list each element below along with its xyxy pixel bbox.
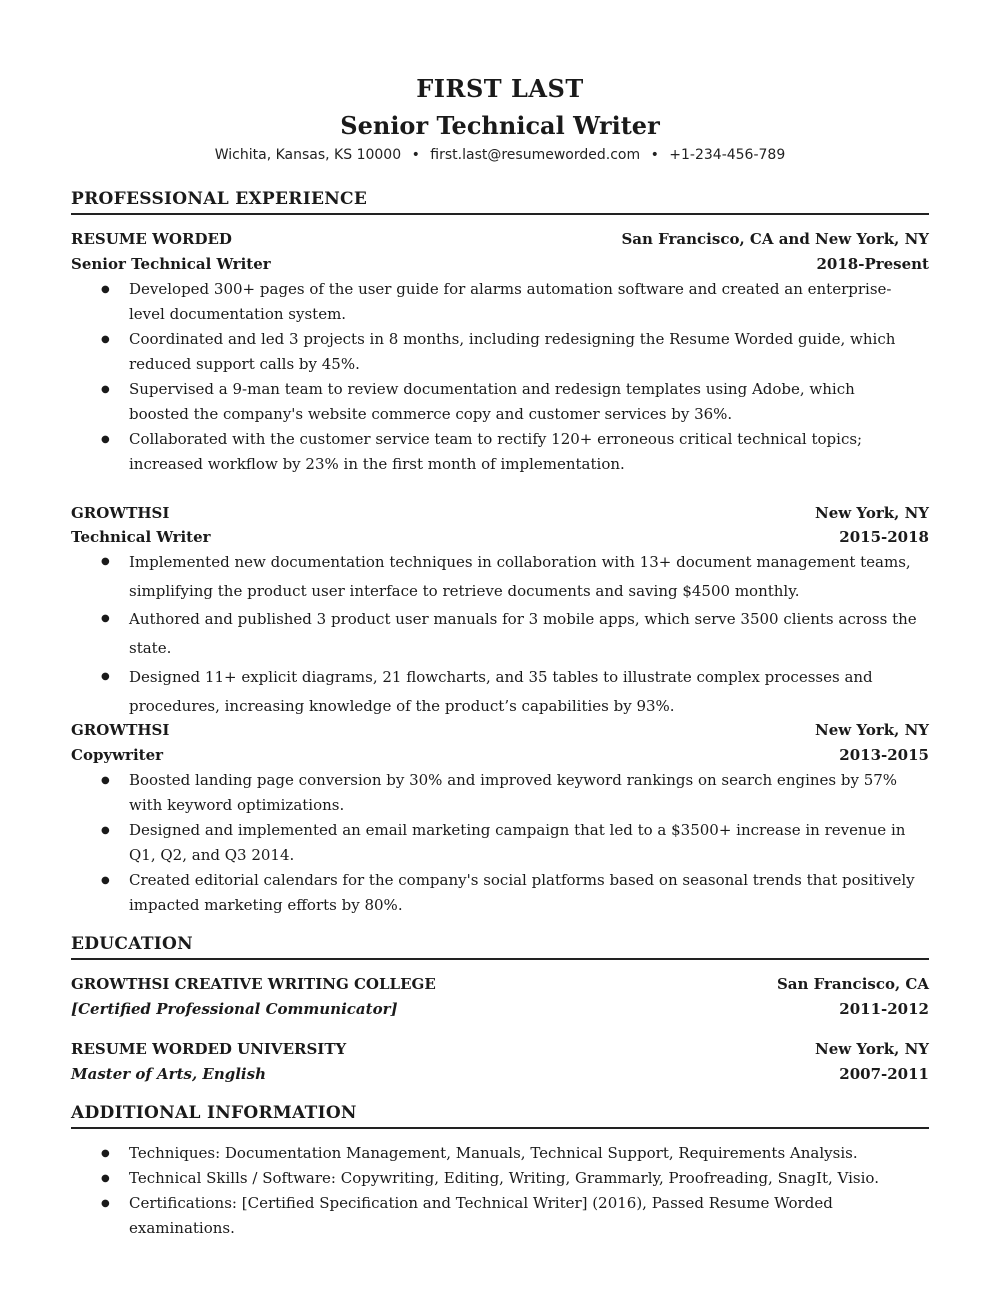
bullet-item: ● Collaborated with the customer service team to rectify 120+ erroneous critical technical topics; increased workflow by 23% in the first month of implementation. [71, 427, 929, 477]
bullet-item: ● Designed 11+ explicit diagrams, 21 flowcharts, and 35 tables to illustrate complex processes and procedures, increasing knowledge of the product’s capabilities by 93%. [71, 663, 929, 720]
additional-bullets [71, 1141, 929, 1241]
job-company: GROWTHSI [71, 721, 170, 739]
job-role: Senior Technical Writer [71, 255, 271, 273]
job-role-row [71, 743, 929, 768]
contact-line [0, 147, 1000, 163]
candidate-name: FIRST LAST [416, 74, 584, 103]
job-header [71, 718, 929, 743]
degree-row [71, 997, 929, 1022]
job-company: GROWTHSI [71, 504, 170, 522]
job-dates: 2015-2018 [839, 528, 929, 546]
candidate-title: Senior Technical Writer [340, 111, 660, 140]
school-location: New York, NY [815, 1040, 929, 1058]
bullet-item: ● Supervised a 9-man team to review documentation and redesign templates using Adobe, which boosted the company's website commerce copy and customer services by 36%. [71, 377, 929, 427]
job-role: Copywriter [71, 746, 164, 764]
section-heading-experience: PROFESSIONAL EXPERIENCE [71, 189, 929, 215]
bullet-item: ● Technical Skills / Software: Copywriting, Editing, Writing, Grammarly, Proofreading, SnagIt, Visio. [71, 1166, 929, 1191]
bullet-item: ● Authored and published 3 product user manuals for 3 mobile apps, which serve 3500 clients across the state. [71, 605, 929, 662]
degree-row [71, 1062, 929, 1087]
school-location: San Francisco, CA [776, 975, 929, 993]
bullet-item: ● Implemented new documentation techniques in collaboration with 13+ document management teams, simplifying the product user interface to retrieve documents and saving $4500 monthly. [71, 548, 929, 605]
bullet-item: ● Boosted landing page conversion by 30% and improved keyword rankings on search engines by 57% with keyword optimizations. [71, 768, 929, 818]
job-role: Technical Writer [71, 528, 211, 546]
degree-dates: 2007-2011 [839, 1065, 929, 1083]
job-header [71, 501, 929, 526]
degree-dates: 2011-2012 [839, 1000, 929, 1018]
school-name: RESUME WORDED UNIVERSITY [71, 1040, 347, 1058]
job-role-row [71, 525, 929, 550]
job-location: New York, NY [815, 721, 929, 739]
job-bullets [71, 548, 929, 720]
bullet-item: ● Certifications: [Certified Specification and Technical Writer] (2016), Passed Resume Worded examinations. [71, 1191, 929, 1241]
school-name: GROWTHSI CREATIVE WRITING COLLEGE [71, 975, 436, 993]
job-location: San Francisco, CA and New York, NY [621, 230, 929, 248]
job-role-row [71, 252, 929, 277]
contact-phone[interactable]: +1-234-456-789 [669, 147, 786, 163]
section-heading-education: EDUCATION [71, 934, 929, 960]
job-bullets [71, 277, 929, 477]
bullet-item: ● Developed 300+ pages of the user guide for alarms automation software and created an enterprise-level documentation system. [71, 277, 929, 327]
job-dates: 2018-Present [816, 255, 929, 273]
school-header [71, 1037, 929, 1062]
bullet-item: ● Designed and implemented an email marketing campaign that led to a $3500+ increase in revenue in Q1, Q2, and Q3 2014. [71, 818, 929, 868]
job-dates: 2013-2015 [839, 746, 929, 764]
contact-location: Wichita, Kansas, KS 10000 [214, 147, 402, 163]
job-header [71, 227, 929, 252]
contact-separator: • [411, 147, 420, 163]
contact-email[interactable]: first.last@resumeworded.com [430, 147, 641, 163]
section-heading-additional: ADDITIONAL INFORMATION [71, 1103, 929, 1129]
degree-name: Master of Arts, English [71, 1065, 266, 1083]
degree-name: [Certified Professional Communicator] [71, 1000, 398, 1018]
bullet-item: ● Coordinated and led 3 projects in 8 months, including redesigning the Resume Worded guide, which reduced support calls by 45%. [71, 327, 929, 377]
job-location: New York, NY [815, 504, 929, 522]
school-header [71, 972, 929, 997]
job-company: RESUME WORDED [71, 230, 232, 248]
job-bullets [71, 768, 929, 918]
contact-separator: • [650, 147, 659, 163]
bullet-item: ● Techniques: Documentation Management, Manuals, Technical Support, Requirements Analysis. [71, 1141, 929, 1166]
bullet-item: ● Created editorial calendars for the company's social platforms based on seasonal trends that positively impacted marketing efforts by 80%. [71, 868, 929, 918]
